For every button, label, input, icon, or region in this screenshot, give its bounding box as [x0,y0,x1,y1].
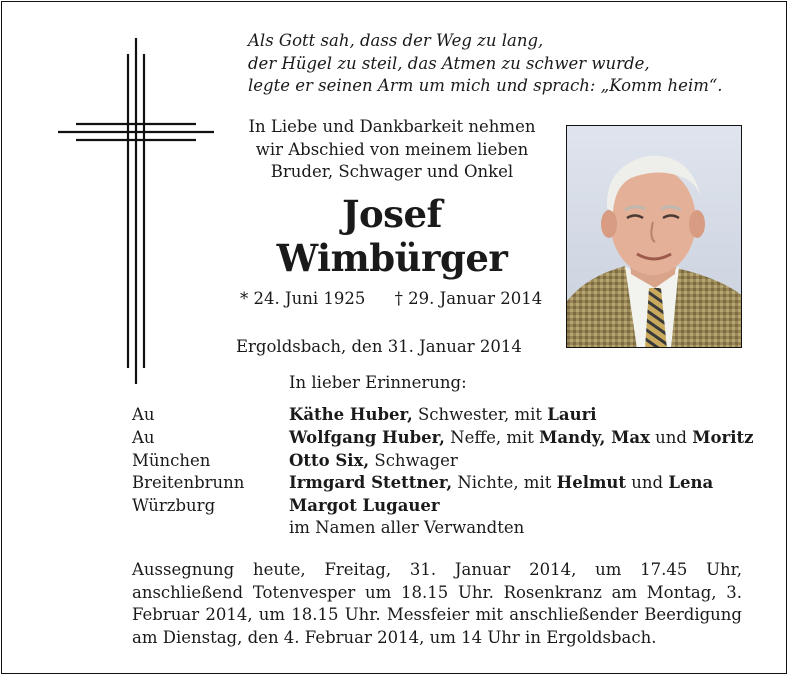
service-notice: Aussegnung heute, Freitag, 31. Januar 2014, um 17.45 Uhr, anschließend Totenvesper um 18.15 Uhr. Rosenkranz am Montag, 3. Februar 2014, um 18.15 Uhr. Messfeier mit anschließender Beerdigung am Dienstag, den 4. Februar 2014, um 14 Uhr in Ergoldsbach. [132,560,742,647]
first-name: Josef [342,192,442,236]
mourner-name: Helmut [556,473,627,493]
mourner-location: Würzburg [132,496,216,516]
mourner-name: Irmgard Stettner, [289,473,453,493]
mourner-relation: Neffe, mit [444,427,540,447]
mourner-row [132,404,753,427]
signature: im Namen aller Verwandten [289,518,525,537]
portrait-photo [566,125,742,348]
mourner-name: Otto Six, [289,450,370,470]
mourner-names [289,427,753,450]
poem-line: der Hügel zu steil, das Atmen zu schwer wurde, [248,53,650,73]
mourner-relation: Schwester, mit [412,405,548,424]
mourner-location: München [132,450,211,470]
life-dates [240,289,542,308]
last-name: Wimbürger [276,236,508,280]
mourner-relation: Nichte, mit [452,473,557,493]
mourner-relation: Schwager [369,450,458,470]
mourner-location: Au [132,427,155,447]
mourner-names [289,495,440,518]
mourner-name: Lauri [547,405,597,424]
poem [248,30,723,98]
mourner-name: Käthe Huber, [289,405,413,424]
cross-icon [56,36,216,390]
mourners-list [132,404,753,518]
poem-line: Als Gott sah, dass der Weg zu lang, [248,31,544,50]
birth-date: * 24. Juni 1925 [240,289,366,308]
intro-line: Bruder, Schwager und Onkel [270,162,514,181]
mourner-relation: und [626,473,669,493]
mourner-names [289,404,597,427]
mourner-location: Breitenbrunn [132,473,245,493]
mourner-location: Au [132,405,155,424]
mourner-row [132,495,753,518]
mourner-relation: und [649,427,693,447]
intro-line: wir Abschied von meinem lieben [255,139,529,159]
deceased-name [230,192,554,280]
poem-line: legte er seinen Arm um mich und sprach: „Komm heim“. [248,76,723,95]
mourner-name: Wolfgang Huber, [289,427,445,447]
mourner-row [132,450,753,473]
mourner-name: Moritz [692,427,754,447]
intro-line: In Liebe und Dankbarkeit nehmen [248,117,536,136]
mourner-name: Margot Lugauer [289,496,440,516]
mourner-names [289,472,713,495]
mourner-row [132,472,753,495]
mourner-name: Mandy, Max [539,427,650,447]
mourner-name: Lena [668,473,714,493]
place-date: Ergoldsbach, den 31. Januar 2014 [236,337,522,356]
mourner-row [132,427,753,450]
death-date: † 29. Januar 2014 [394,289,543,308]
mourner-names [289,450,458,473]
intro-text [230,116,554,184]
memory-heading: In lieber Erinnerung: [289,373,467,392]
